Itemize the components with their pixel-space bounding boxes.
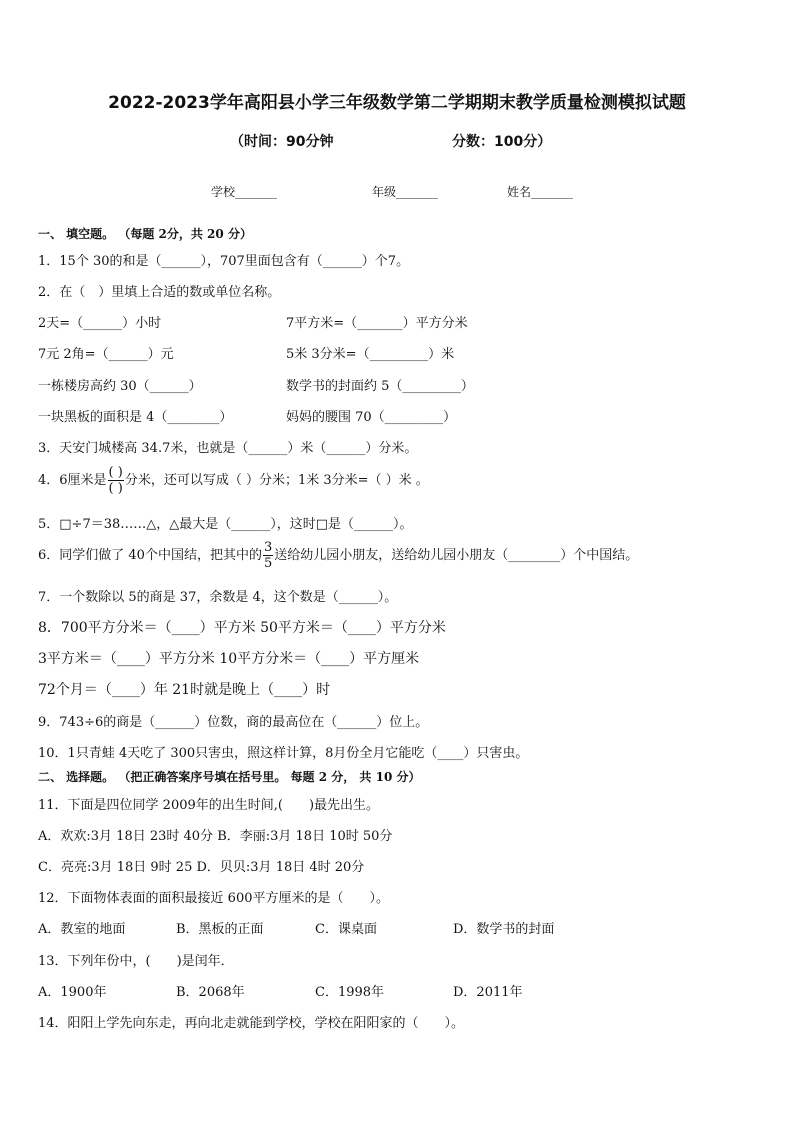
question-6-fraction [263, 541, 273, 570]
question-7: 7．一个数除以 5的商是 37，余数是 4，这个数是（______）。 [38, 590, 398, 605]
question-11: 11．下面是四位同学 2009年的出生时间,( )最先出生。 [38, 798, 380, 813]
question-10: 10．1只青蛙 4天吃了 300只害虫，照这样计算，8月份全月它能吃（____）只害虫。 [38, 746, 529, 761]
question-2-item: 一栋楼房高约 30（______） [38, 379, 202, 394]
fraction-denominator: 5 [263, 556, 273, 571]
question-6 [38, 541, 638, 570]
question-2: 2．在（ ）里填上合适的数或单位名称。 [38, 285, 281, 300]
question-13-option-b: B．2068年 [176, 985, 245, 1000]
question-2-item: 2天=（______）小时 [38, 316, 162, 331]
question-8-line: 72个月＝（____）年 21时就是晚上（____）时 [38, 682, 331, 698]
question-8-line: 8．700平方分米＝（____）平方米 50平方米＝（____）平方分米 [38, 620, 446, 636]
question-12-option-a: A．教室的地面 [38, 922, 126, 937]
fraction-denominator: ( ) [108, 481, 123, 496]
question-11-options: C．亮亮:3月 18日 9时 25 D．贝贝:3月 18日 4时 20分 [38, 860, 365, 875]
page-title: 2022-2023学年高阳县小学三年级数学第二学期期末教学质量检测模拟试题 [108, 93, 686, 113]
question-12-option-b: B．黑板的正面 [176, 922, 264, 937]
question-5: 5．□÷7＝38……△，△最大是（______），这时□是（______）。 [38, 517, 413, 532]
question-2-item: 一块黑板的面积是 4（________） [38, 410, 233, 425]
question-4-suffix: 分米，还可以写成（ ）分米；1米 3分米=（ ）米 。 [124, 473, 429, 488]
question-9: 9．743÷6的商是（______）位数，商的最高位在（______）位上。 [38, 715, 429, 730]
question-8-line: 3平方米＝（____）平方分米 10平方分米＝（____）平方厘米 [38, 651, 420, 667]
section-1-heading: 一、 填空题。 （每题 2分，共 20 分） [38, 227, 252, 241]
question-4-prefix: 4．6厘米是 [38, 473, 107, 488]
name-field: 姓名_______ [507, 185, 574, 199]
question-13-option-c: C．1998年 [315, 985, 385, 1000]
school-field: 学校_______ [211, 185, 278, 199]
question-11-options: A．欢欢:3月 18日 23时 40分 B．李丽:3月 18日 10时 50分 [38, 829, 393, 844]
question-2-item: 妈妈的腰围 70（_________） [286, 410, 457, 425]
question-6-suffix: 送给幼儿园小朋友，送给幼儿园小朋友（________）个中国结。 [274, 548, 639, 563]
question-13-option-d: D．2011年 [453, 985, 523, 1000]
question-12: 12．下面物体表面的面积最接近 600平方厘米的是（ ）。 [38, 891, 389, 906]
question-12-option-d: D．数学书的封面 [453, 922, 555, 937]
question-1: 1．15个 30的和是（______），707里面包含有（______）个7。 [38, 254, 410, 269]
exam-time: （时间：90分钟 [230, 134, 334, 150]
question-6-prefix: 6．同学们做了 40个中国结，把其中的 [38, 548, 262, 563]
fraction-numerator: 3 [263, 540, 273, 555]
question-4 [38, 466, 429, 495]
question-13-option-a: A．1900年 [38, 985, 107, 1000]
question-2-item: 7平方米=（_______）平方分米 [286, 316, 468, 331]
question-12-option-c: C．课桌面 [315, 922, 377, 937]
question-4-fraction [108, 466, 124, 495]
section-2-heading: 二、 选择题。 （把正确答案序号填在括号里。 每题 2 分， 共 10 分） [38, 770, 421, 784]
exam-score: 分数：100分） [452, 134, 552, 150]
question-2-item: 数学书的封面约 5（_________） [286, 379, 474, 394]
question-14: 14．阳阳上学先向东走，再向北走就能到学校，学校在阳阳家的（ ）。 [38, 1016, 465, 1031]
question-2-item: 5米 3分米=（_________）米 [286, 347, 455, 362]
question-2-item: 7元 2角=（______）元 [38, 347, 174, 362]
fraction-numerator: ( ) [108, 465, 123, 480]
question-13: 13．下列年份中，( )是闰年． [38, 954, 234, 969]
question-3: 3．天安门城楼高 34.7米，也就是（______）米（______）分米。 [38, 441, 418, 456]
grade-field: 年级_______ [372, 185, 439, 199]
